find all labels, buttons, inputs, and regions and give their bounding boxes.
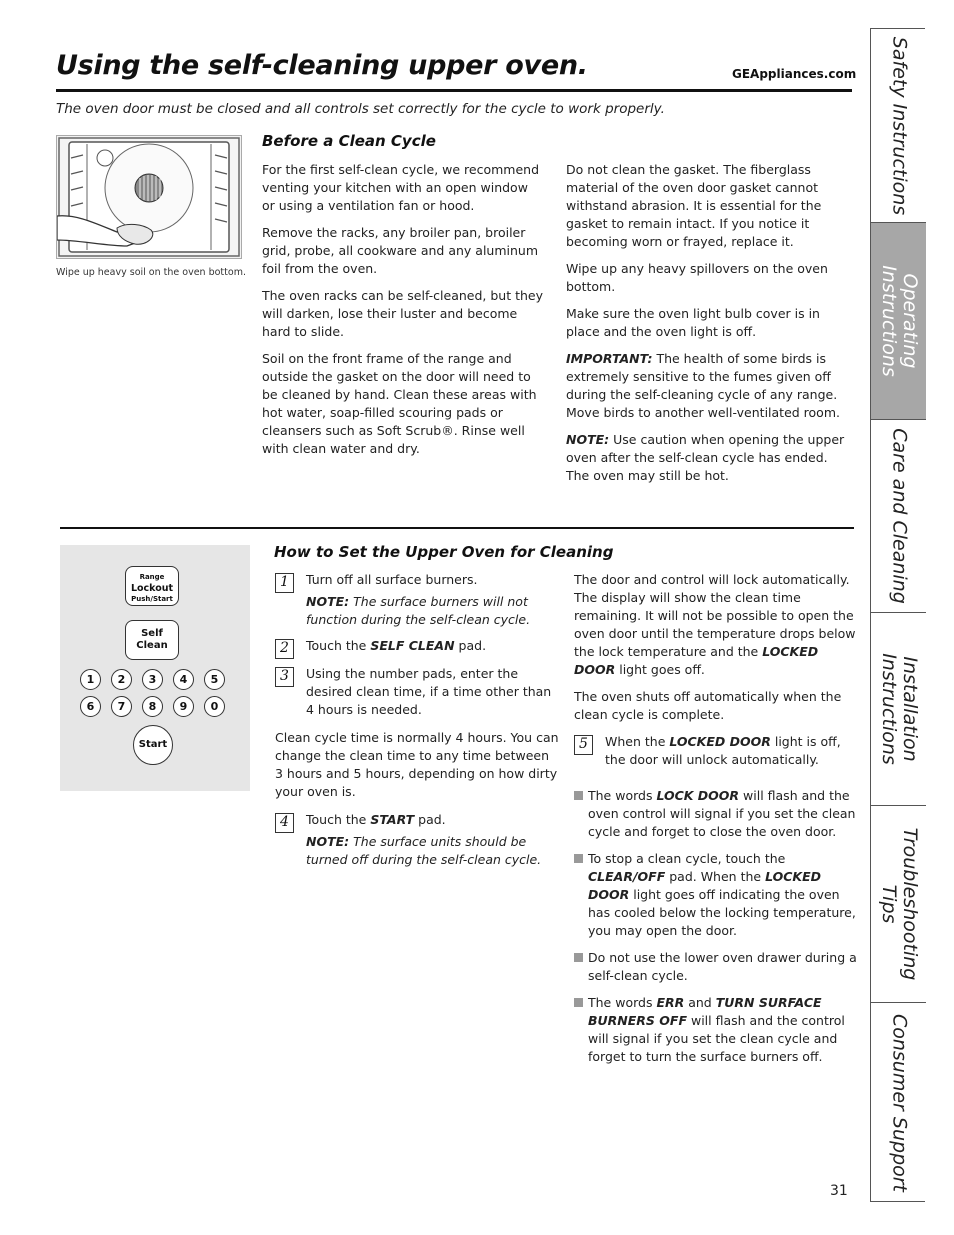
self-clean-pad (125, 620, 179, 660)
note-text: The surface burners will not function during the self-clean cycle. (306, 594, 531, 627)
oven-interior-drawing (57, 136, 241, 258)
note-label: NOTE: (566, 432, 610, 447)
important-text: The health of some birds is extremely sensitive to the fumes given off during the self-cleaning cycle of any range. Move birds to another well-ventilated room. (566, 351, 840, 420)
important-paragraph (566, 350, 848, 422)
note-label: NOTE: (306, 594, 350, 609)
title-rule (56, 89, 852, 92)
number-pad-7: 7 (111, 696, 132, 717)
page-title: Using the self-cleaning upper oven. (56, 50, 588, 81)
note-text: Use caution when opening the upper oven after the self-clean cycle has ended. The oven may still be hot. (566, 432, 845, 483)
number-pad-2: 2 (111, 669, 132, 690)
bullet-item: The words LOCK DOOR will flash and the oven control will signal if you set the clean cycle and forget to close the oven door. (574, 787, 858, 841)
paragraph: The oven racks can be self-cleaned, but they will darken, lose their luster and become hard to slide. (262, 288, 544, 339)
tab-label: Troubleshooting Tips (877, 827, 921, 981)
step-text: Using the number pads, enter the desired clean time, if a time other than 4 hours is needed. (306, 666, 552, 717)
bullet-square-icon (574, 791, 583, 800)
number-pad-9: 9 (173, 696, 194, 717)
step-5: 5 When the LOCKED DOOR light is off, the door will unlock automatically. (574, 733, 858, 769)
intro-text: The oven door must be closed and all controls set correctly for the cycle to work properly. (56, 101, 665, 117)
tab-operating-instructions[interactable] (871, 223, 926, 420)
paragraph: Make sure the oven light bulb cover is in place and the oven light is off. (566, 306, 820, 339)
step-number: 1 (275, 573, 294, 593)
tab-label: Operating Instructions (877, 265, 921, 377)
number-pad-3: 3 (142, 669, 163, 690)
paragraph: Do not clean the gasket. The fiberglass material of the oven door gasket cannot withstand abrasion. It is essential for the gasket to remain intact. If you notice it becoming worn or frayed, replace it. (566, 162, 822, 249)
tab-installation-instructions[interactable] (871, 613, 926, 806)
tab-consumer-support[interactable] (871, 1003, 926, 1203)
paragraph: Wipe up any heavy spillovers on the oven bottom. (566, 261, 828, 294)
tab-care-and-cleaning[interactable] (871, 420, 926, 613)
tab-label: Care and Cleaning (888, 428, 910, 604)
section-tabs (870, 28, 925, 1202)
bullet-square-icon (574, 998, 583, 1007)
step-number: 4 (275, 813, 294, 833)
paragraph: The oven shuts off automatically when the clean cycle is complete. (574, 689, 842, 722)
bullet-item: To stop a clean cycle, touch the CLEAR/OFF pad. When the LOCKED DOOR light goes off indicating the oven has cooled below the locking temperature, you may open the door. (574, 850, 858, 940)
number-pad-8: 8 (142, 696, 163, 717)
before-clean-right-column (566, 161, 848, 494)
tab-label: Installation Instructions (877, 653, 921, 765)
tab-safety-instructions[interactable] (871, 29, 926, 223)
paragraph: For the first self-clean cycle, we recommend venting your kitchen with an open window or using a ventilation fan or hood. (262, 162, 540, 213)
step-number: 2 (275, 639, 294, 659)
start-pad: Start (133, 725, 173, 765)
cycle-time-paragraph: Clean cycle time is normally 4 hours. You can change the clean time to any time between 3 hours and 5 hours, depending on how dirty your oven is. (275, 730, 559, 799)
step-2: 2 Touch the SELF CLEAN pad. (275, 637, 559, 659)
paragraph: The door and control will lock automatically. The display will show the clean time remaining. It will not be possible to open the oven door until the temperature drops below the lock temperature and the LOCKED DOOR light goes off. (574, 572, 856, 677)
how-to-left-column (275, 571, 559, 877)
tab-troubleshooting-tips[interactable] (871, 806, 926, 1003)
step-4: 4 Touch the START pad. NOTE: The surface units should be turned off during the self-clean cycle. (275, 811, 559, 869)
step-1 (275, 571, 559, 629)
tab-label: Safety Instructions (888, 36, 910, 215)
before-clean-left-column (262, 161, 544, 467)
tab-label: Consumer Support (888, 1013, 910, 1193)
page-number: 31 (830, 1183, 848, 1199)
step-number: 3 (275, 667, 294, 687)
lockout-range-label: Range (139, 573, 165, 581)
start-keyword: START (370, 812, 415, 827)
how-to-heading: How to Set the Upper Oven for Cleaning (274, 543, 614, 561)
number-pad-4: 4 (173, 669, 194, 690)
step-text: Turn off all surface burners. (306, 572, 478, 587)
self-clean-label-2: Clean (136, 640, 168, 651)
bullet-square-icon (574, 953, 583, 962)
bullet-item: The words ERR and TURN SURFACE BURNERS OFF will flash and the control will signal if you set the clean cycle and forget to turn the surface burners off. (574, 994, 858, 1066)
lockout-pad (125, 566, 179, 606)
step-number: 5 (574, 735, 593, 755)
paragraph: Soil on the front frame of the range and outside the gasket on the door will need to be cleaned by hand. Clean these areas with hot water, soap-filled scouring pads or cleansers such as Soft Scrub®. Rinse well with clean water and dry. (262, 351, 537, 456)
number-pad-5: 5 (204, 669, 225, 690)
note-text: The surface units should be turned off during the self-clean cycle. (306, 834, 542, 867)
control-panel-illustration (60, 545, 250, 791)
self-clean-label-1: Self (141, 628, 163, 639)
number-pad-1: 1 (80, 669, 101, 690)
paragraph: Remove the racks, any broiler pan, broiler grid, probe, all cookware and any aluminum foil from the oven. (262, 225, 539, 276)
bullet-item: Do not use the lower oven drawer during a self-clean cycle. (574, 949, 858, 985)
before-clean-heading: Before a Clean Cycle (262, 132, 436, 150)
lockout-push-start-label: Push/Start (131, 595, 173, 603)
lockout-main-label: Lockout (130, 583, 174, 594)
step-3 (275, 665, 559, 719)
note-label: NOTE: (306, 834, 350, 849)
number-pad-6: 6 (80, 696, 101, 717)
figure-caption: Wipe up heavy soil on the oven bottom. (56, 267, 246, 278)
step-note (306, 593, 559, 629)
oven-illustration (56, 135, 242, 259)
section-rule (60, 527, 854, 529)
how-to-right-column (574, 571, 858, 1075)
website-link[interactable]: GEAppliances.com (732, 67, 857, 81)
step-note (306, 833, 559, 869)
number-pad-0: 0 (204, 696, 225, 717)
bullet-square-icon (574, 854, 583, 863)
note-paragraph (566, 431, 848, 485)
important-label: IMPORTANT: (566, 351, 653, 366)
self-clean-keyword: SELF CLEAN (370, 638, 455, 653)
